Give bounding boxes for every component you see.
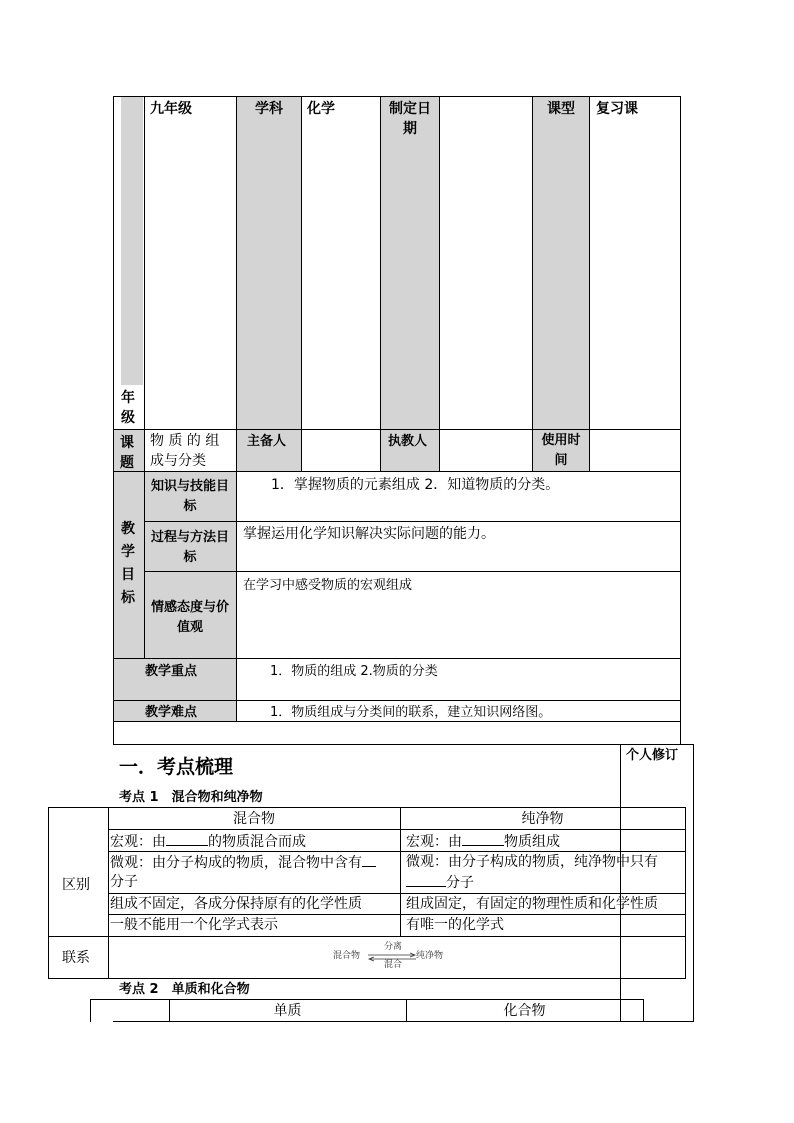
topic-value-line1: 物 质 的 组 bbox=[150, 433, 220, 449]
col-pure: 纯净物 bbox=[521, 811, 564, 827]
pure-macro-a: 宏观：由 bbox=[406, 834, 462, 850]
date-label-bg bbox=[381, 97, 439, 430]
difficulty-content: 1．物质组成与分类间的联系，建立知识网络图。 bbox=[270, 705, 552, 720]
diff-label: 区别 bbox=[62, 877, 90, 893]
difficulty-label: 教学难点 bbox=[145, 705, 198, 720]
link-arrows-icon bbox=[366, 952, 418, 962]
mix-composition: 组成不固定，各成分保持原有的化学性质 bbox=[110, 896, 362, 912]
kp1-title: 考点 1 混合物和纯净物 bbox=[119, 790, 263, 805]
col-element: 单质 bbox=[273, 1003, 302, 1019]
goal-content-attitude: 在学习中感受物质的宏观组成 bbox=[243, 578, 413, 593]
kp2-title: 考点 2 单质和化合物 bbox=[119, 982, 250, 997]
pure-macro-blank[interactable] bbox=[462, 831, 504, 846]
pure-micro-a: 微观：由分子构成的物质，纯净物中只有 bbox=[406, 854, 658, 870]
type-label: 课型 bbox=[547, 101, 575, 117]
link-to: 纯净物 bbox=[416, 951, 444, 961]
goal-content-process: 掌握运用化学知识解决实际问题的能力。 bbox=[243, 526, 495, 542]
mix-macro-a: 宏观：由 bbox=[110, 834, 166, 850]
table-row bbox=[110, 831, 306, 852]
link-from: 混合物 bbox=[333, 951, 361, 961]
col-mixture: 混合物 bbox=[233, 811, 275, 827]
table-row bbox=[406, 831, 560, 852]
revision-label: 个人修订 bbox=[626, 748, 679, 763]
link-top: 分离 bbox=[384, 942, 403, 952]
table-row bbox=[406, 872, 474, 893]
grade-label: 年级 bbox=[121, 390, 135, 426]
mix-macro-b: 的物质混合而成 bbox=[208, 834, 306, 850]
pure-formula: 有唯一的化学式 bbox=[406, 917, 504, 933]
goal-label-process: 过程与方法目标 bbox=[150, 530, 229, 565]
table-row bbox=[110, 852, 376, 873]
grade-value: 九年级 bbox=[150, 101, 192, 117]
mix-micro-blank[interactable] bbox=[362, 852, 376, 867]
subject-label-bg bbox=[237, 97, 301, 430]
col-compound: 化合物 bbox=[503, 1003, 546, 1019]
keypoint-label: 教学重点 bbox=[145, 664, 198, 679]
goal-label-knowledge: 知识与技能目标 bbox=[150, 479, 229, 514]
preparer-label: 主备人 bbox=[247, 434, 287, 449]
subject-label: 学科 bbox=[255, 101, 283, 117]
topic-value-line2: 成与分类 bbox=[150, 453, 206, 469]
link-label: 联系 bbox=[62, 950, 90, 966]
mix-formula: 一般不能用一个化学式表示 bbox=[110, 917, 278, 933]
goal-label-attitude: 情感态度与价值观 bbox=[150, 600, 229, 635]
pure-macro-b: 物质组成 bbox=[504, 834, 560, 850]
mix-micro-a: 微观：由分子构成的物质，混合物中含有 bbox=[110, 855, 362, 871]
section-title: 一．考点梳理 bbox=[119, 756, 234, 778]
subject-value: 化学 bbox=[307, 101, 335, 117]
teacher-label: 执教人 bbox=[388, 434, 428, 449]
goals-side-label: 教学目标 bbox=[121, 521, 135, 606]
goal-content-knowledge: 1．掌握物质的元素组成 2．知道物质的分类。 bbox=[271, 477, 560, 493]
topic-label: 课题 bbox=[120, 435, 134, 471]
type-value: 复习课 bbox=[596, 101, 638, 117]
date-label: 制定日期 bbox=[389, 101, 431, 137]
mix-micro-b: 分子 bbox=[110, 874, 138, 890]
pure-micro-blank[interactable] bbox=[406, 872, 446, 887]
keypoint-content: 1．物质的组成 2.物质的分类 bbox=[270, 664, 438, 679]
usetime-label: 使用时间 bbox=[541, 433, 581, 468]
link-bottom: 混合 bbox=[384, 960, 403, 970]
pure-micro-b: 分子 bbox=[446, 875, 474, 891]
pure-composition: 组成固定，有固定的物理性质和化学性质 bbox=[406, 896, 658, 912]
type-label-bg bbox=[533, 97, 589, 430]
mix-macro-blank[interactable] bbox=[166, 831, 208, 846]
grade-label-strip bbox=[121, 97, 143, 385]
